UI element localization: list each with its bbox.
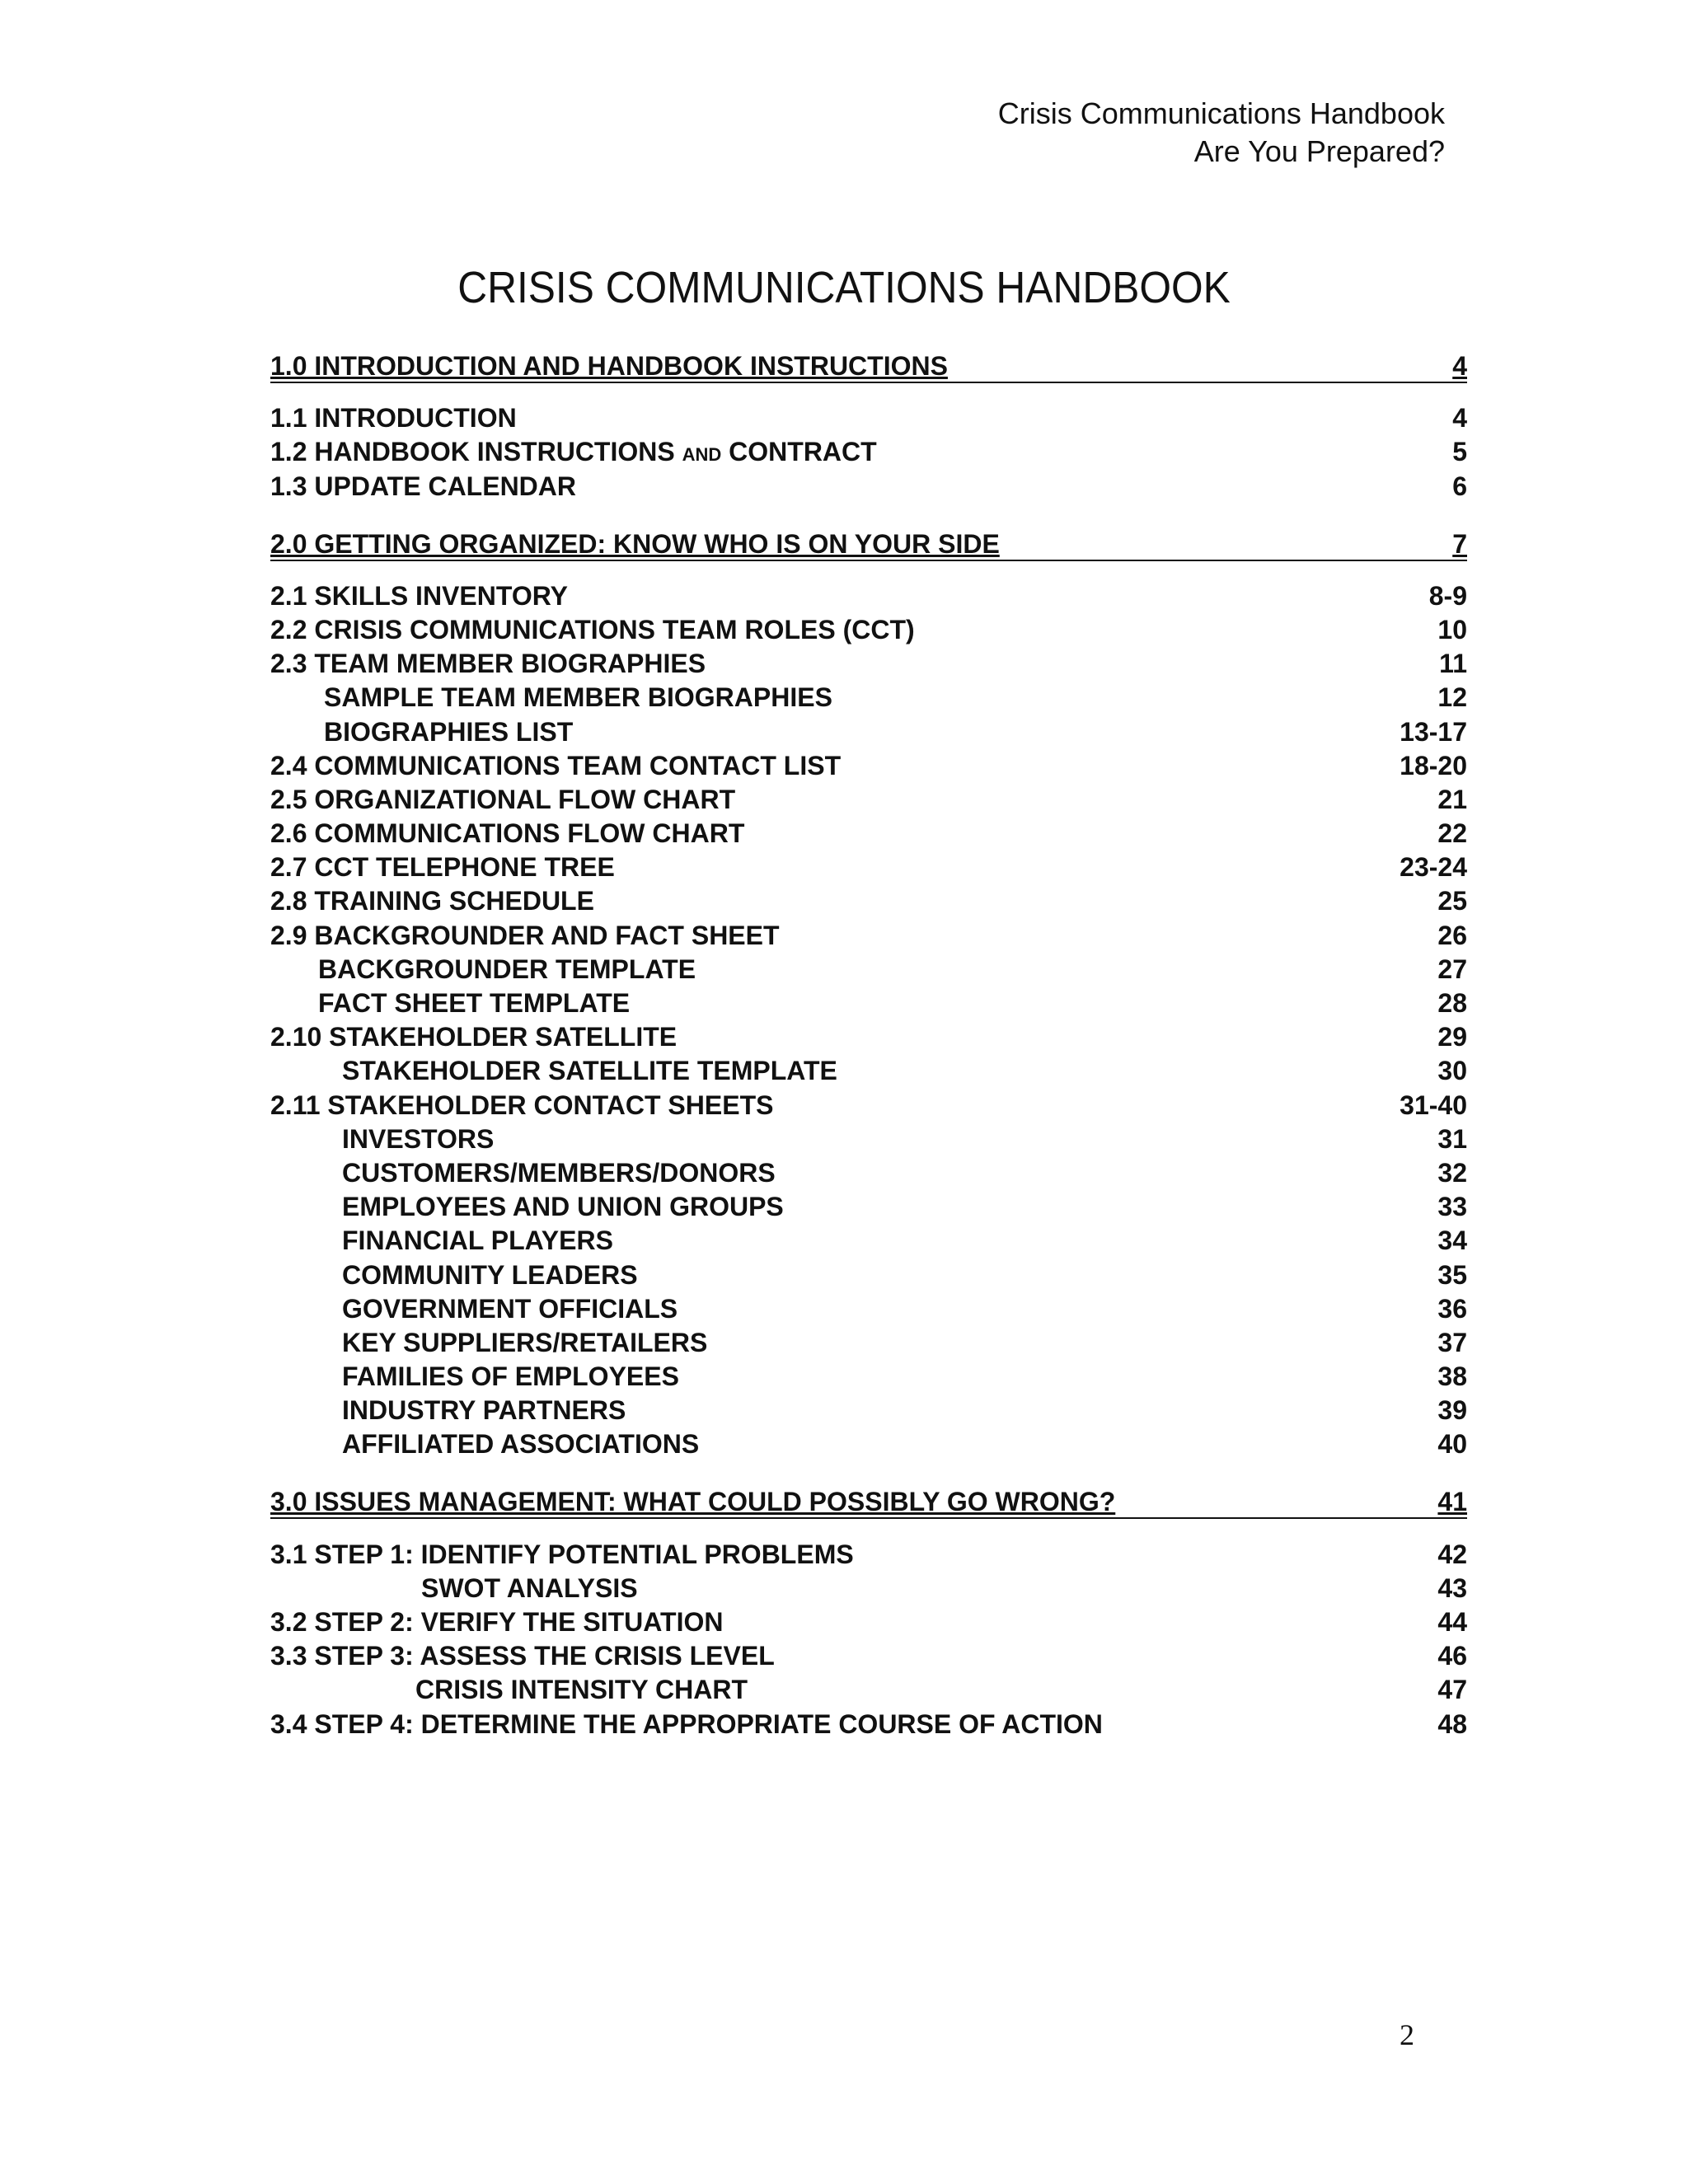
- toc-page: 27: [1437, 954, 1467, 984]
- toc-entry-3-4[interactable]: [270, 1705, 1467, 1739]
- toc-entry-1-1[interactable]: [270, 400, 1467, 434]
- toc-label: INDUSTRY PARTNERS: [342, 1395, 626, 1426]
- toc-page: 21: [1437, 784, 1467, 814]
- toc-label: 3.4 STEP 4: DETERMINE THE APPROPRIATE COURSE OF ACTION: [270, 1708, 1103, 1739]
- toc-entry-2-1[interactable]: [270, 578, 1467, 612]
- toc-page: 41: [1437, 1487, 1467, 1517]
- toc-label: 3.2 STEP 2: VERIFY THE SITUATION: [270, 1607, 724, 1637]
- running-header: [998, 95, 1445, 171]
- toc-page: 4: [1452, 351, 1467, 381]
- toc-label: GOVERNMENT OFFICIALS: [342, 1293, 678, 1324]
- toc-entry-2-7[interactable]: [270, 849, 1467, 883]
- toc-section-2[interactable]: [270, 528, 1467, 561]
- toc-label: AFFILIATED ASSOCIATIONS: [342, 1429, 700, 1460]
- toc-label: FINANCIAL PLAYERS: [342, 1226, 613, 1256]
- toc-entry-3-1a[interactable]: [270, 1570, 1467, 1604]
- toc-label: [270, 437, 1452, 467]
- toc-page: 39: [1437, 1395, 1467, 1426]
- toc-entry-2-10a[interactable]: [270, 1052, 1467, 1086]
- toc-page: 29: [1437, 1022, 1467, 1052]
- toc-entry-2-6[interactable]: [270, 815, 1467, 849]
- toc-entry-1-2[interactable]: [270, 434, 1467, 467]
- toc-entry-1-3[interactable]: [270, 467, 1467, 501]
- toc-page: 32: [1437, 1157, 1467, 1188]
- toc-page: 42: [1437, 1539, 1467, 1569]
- toc-label: 1.1 INTRODUCTION: [270, 403, 517, 434]
- toc-page: 8-9: [1428, 580, 1467, 611]
- toc-label: SWOT ANALYSIS: [421, 1572, 638, 1603]
- toc-label: SAMPLE TEAM MEMBER BIOGRAPHIES: [324, 682, 832, 713]
- toc-page: 37: [1437, 1327, 1467, 1357]
- toc-label: 2.7 CCT TELEPHONE TREE: [270, 852, 615, 883]
- toc-label: CRISIS INTENSITY CHART: [415, 1675, 748, 1705]
- toc-entry-3-1[interactable]: [270, 1535, 1467, 1569]
- header-line-1: Crisis Communications Handbook: [997, 96, 1445, 130]
- toc-label: FAMILIES OF EMPLOYEES: [342, 1361, 679, 1392]
- toc-label: 3.0 ISSUES MANAGEMENT: WHAT COULD POSSIBLY GO WRONG?: [270, 1487, 1116, 1517]
- toc-page: 10: [1437, 614, 1467, 644]
- toc-label: COMMUNITY LEADERS: [342, 1259, 638, 1290]
- toc-label: BIOGRAPHIES LIST: [324, 716, 574, 747]
- toc-entry-2-9a[interactable]: [270, 951, 1467, 985]
- toc-label: 2.0 GETTING ORGANIZED: KNOW WHO IS ON YOUR SIDE: [270, 528, 1000, 559]
- toc-page: 40: [1437, 1429, 1467, 1460]
- toc-page: 31-40: [1400, 1090, 1467, 1120]
- toc-label-post: CONTRACT: [721, 437, 877, 467]
- toc-label: 1.3 UPDATE CALENDAR: [270, 471, 576, 501]
- toc-page: 12: [1437, 682, 1467, 713]
- toc-entry-2-5[interactable]: [270, 781, 1467, 815]
- toc-entry-2-11[interactable]: [270, 1086, 1467, 1120]
- toc-entry-2-10[interactable]: [270, 1019, 1467, 1052]
- toc-label: KEY SUPPLIERS/RETAILERS: [342, 1327, 708, 1357]
- toc-entry-2-11a[interactable]: [270, 1121, 1467, 1155]
- toc-label: 2.3 TEAM MEMBER BIOGRAPHIES: [270, 649, 706, 679]
- toc-label: 2.11 STAKEHOLDER CONTACT SHEETS: [270, 1090, 774, 1120]
- toc-entry-2-3[interactable]: [270, 645, 1467, 679]
- toc-section-3[interactable]: [270, 1486, 1467, 1519]
- page-number: 2: [1400, 2018, 1414, 2051]
- toc-page: 33: [1437, 1192, 1467, 1222]
- toc-page: 48: [1437, 1708, 1467, 1739]
- toc-page: 25: [1437, 886, 1467, 916]
- toc-page: 26: [1437, 920, 1467, 950]
- toc-label: 3.3 STEP 3: ASSESS THE CRISIS LEVEL: [270, 1641, 775, 1671]
- toc-label: 2.4 COMMUNICATIONS TEAM CONTACT LIST: [270, 750, 842, 780]
- toc-page: 18-20: [1400, 750, 1467, 780]
- toc-page: 47: [1437, 1675, 1467, 1705]
- document-title: CRISIS COMMUNICATIONS HANDBOOK: [457, 263, 1231, 312]
- toc-page: 6: [1452, 471, 1467, 501]
- toc-page: 4: [1452, 403, 1467, 434]
- toc-label: FACT SHEET TEMPLATE: [318, 988, 631, 1018]
- toc-entry-2-3a[interactable]: [270, 679, 1467, 713]
- toc-entry-2-11b[interactable]: [270, 1155, 1467, 1188]
- toc-section-1[interactable]: [270, 350, 1467, 383]
- toc-page: 46: [1437, 1641, 1467, 1671]
- toc-page: 13-17: [1400, 716, 1467, 747]
- toc-label: 3.1 STEP 1: IDENTIFY POTENTIAL PROBLEMS: [270, 1539, 854, 1569]
- toc-label-and: AND: [682, 444, 722, 466]
- toc-label: 1.0 INTRODUCTION AND HANDBOOK INSTRUCTIONS: [270, 351, 948, 381]
- toc-entry-2-9b[interactable]: [270, 985, 1467, 1019]
- toc-page: 35: [1437, 1259, 1467, 1290]
- toc-entry-3-3a[interactable]: [270, 1671, 1467, 1705]
- toc-entry-2-11e[interactable]: [270, 1256, 1467, 1290]
- toc-entry-2-2[interactable]: [270, 612, 1467, 645]
- toc-label: 2.5 ORGANIZATIONAL FLOW CHART: [270, 784, 736, 814]
- toc-entry-3-2[interactable]: [270, 1604, 1467, 1638]
- toc-page: 38: [1437, 1361, 1467, 1392]
- toc-entry-2-11f[interactable]: [270, 1291, 1467, 1324]
- toc-label-pre: 1.2 HANDBOOK INSTRUCTIONS: [270, 437, 682, 467]
- toc-page: 44: [1437, 1607, 1467, 1637]
- toc-page: 31: [1437, 1123, 1467, 1154]
- toc-page: 28: [1437, 988, 1467, 1018]
- toc-entry-3-3[interactable]: [270, 1638, 1467, 1671]
- toc-label: 2.9 BACKGROUNDER AND FACT SHEET: [270, 920, 780, 950]
- toc-page: 43: [1437, 1572, 1467, 1603]
- toc-label: 2.8 TRAINING SCHEDULE: [270, 886, 594, 916]
- toc-label: CUSTOMERS/MEMBERS/DONORS: [342, 1157, 776, 1188]
- toc-label: 2.1 SKILLS INVENTORY: [270, 580, 568, 611]
- toc-label: 2.6 COMMUNICATIONS FLOW CHART: [270, 818, 745, 849]
- toc-page: 7: [1452, 528, 1467, 559]
- toc-label: EMPLOYEES AND UNION GROUPS: [342, 1192, 784, 1222]
- toc-page: 22: [1437, 818, 1467, 849]
- toc-entry-2-11d[interactable]: [270, 1222, 1467, 1256]
- toc-entry-2-11h[interactable]: [270, 1358, 1467, 1392]
- toc-page: 36: [1437, 1293, 1467, 1324]
- toc-entry-2-11g[interactable]: [270, 1324, 1467, 1358]
- toc-label: STAKEHOLDER SATELLITE TEMPLATE: [342, 1056, 837, 1086]
- toc-label: BACKGROUNDER TEMPLATE: [318, 954, 696, 984]
- header-line-2: Are You Prepared?: [1193, 134, 1445, 168]
- toc-entry-2-11c[interactable]: [270, 1188, 1467, 1222]
- toc-page: 34: [1437, 1226, 1467, 1256]
- toc-page: 23-24: [1400, 852, 1467, 883]
- toc-entry-2-11j[interactable]: [270, 1426, 1467, 1460]
- toc-entry-2-3b[interactable]: [270, 713, 1467, 747]
- toc-entry-2-9[interactable]: [270, 916, 1467, 950]
- table-of-contents: [270, 350, 1467, 1740]
- toc-page: 11: [1439, 649, 1467, 679]
- toc-entry-2-4[interactable]: [270, 748, 1467, 781]
- toc-label: 2.2 CRISIS COMMUNICATIONS TEAM ROLES (CCT): [270, 614, 915, 644]
- toc-label: 2.10 STAKEHOLDER SATELLITE: [270, 1022, 678, 1052]
- toc-label: INVESTORS: [342, 1123, 495, 1154]
- toc-page: 5: [1452, 437, 1467, 467]
- toc-page: 30: [1437, 1056, 1467, 1086]
- toc-entry-2-8[interactable]: [270, 883, 1467, 916]
- toc-entry-2-11i[interactable]: [270, 1392, 1467, 1426]
